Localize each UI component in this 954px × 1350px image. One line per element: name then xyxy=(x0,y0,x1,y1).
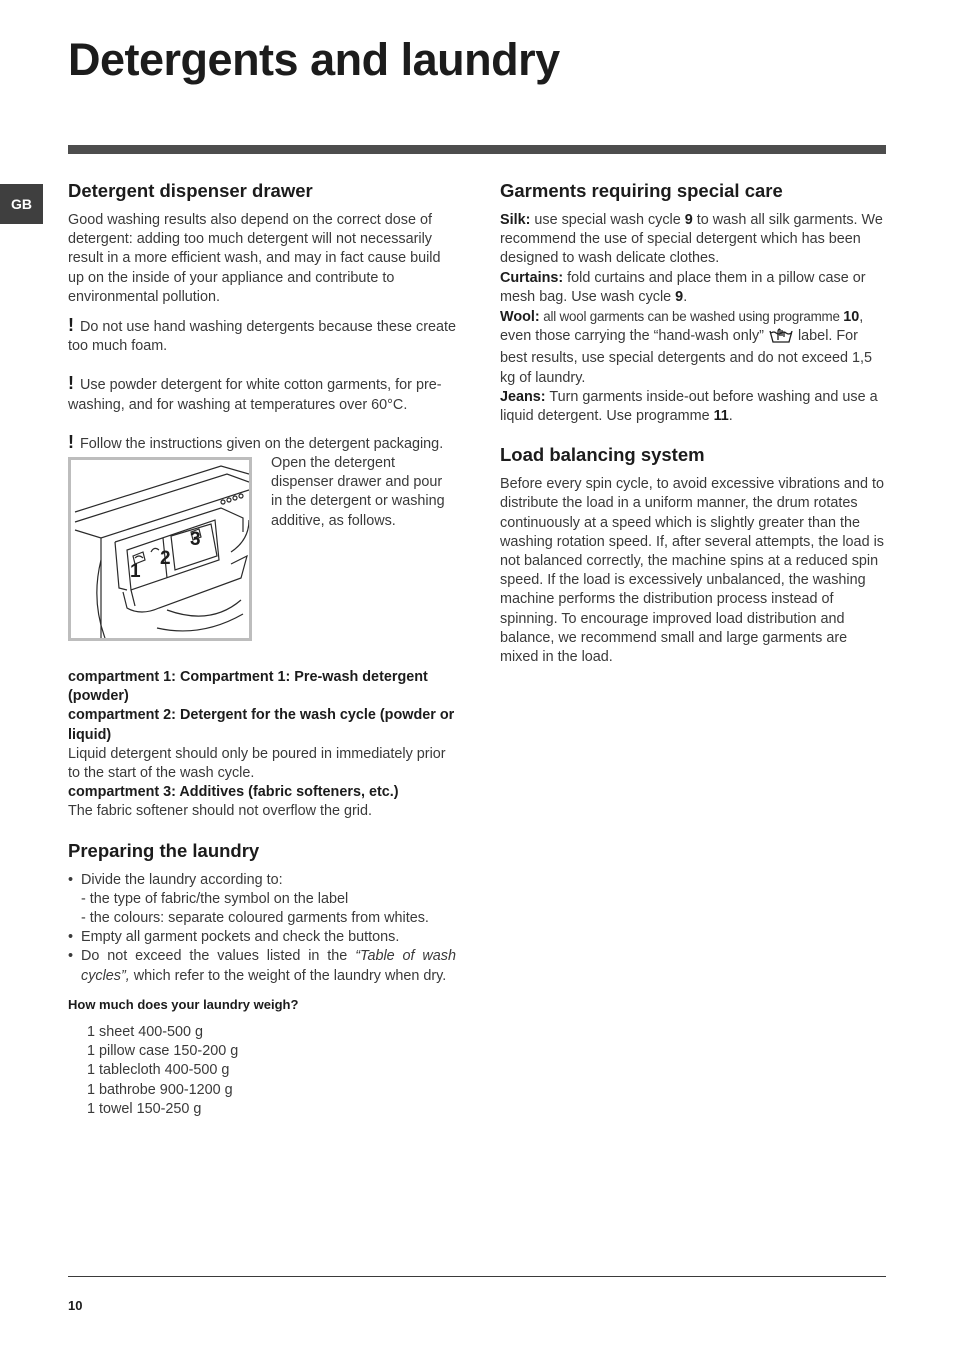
footer-divider xyxy=(68,1276,886,1277)
wool-paragraph xyxy=(500,307,887,388)
special-care-section xyxy=(500,180,887,426)
page-number: 10 xyxy=(68,1298,83,1313)
jeans-paragraph xyxy=(500,388,887,426)
weigh-heading: How much does your laundry weigh? xyxy=(68,996,299,1012)
compartment-3-heading: compartment 3: Additives (fabric softeners, etc.) xyxy=(68,784,399,801)
wool-text: label. For best results, use special detergents and do not exceed 1,5 kg of laundry. xyxy=(500,328,872,386)
compartment-2-label: 2 xyxy=(160,548,171,570)
silk-programme: 9 xyxy=(684,212,693,228)
warning-1 xyxy=(68,316,456,356)
warning-mark: ! xyxy=(68,431,74,452)
dispenser-heading: Detergent dispenser drawer xyxy=(68,180,313,201)
curtains-paragraph xyxy=(500,269,887,307)
compartment-3-text: The fabric softener should not overflow the grid. xyxy=(68,803,372,820)
jeans-programme: 11 xyxy=(713,408,729,425)
curtains-programme: 9 xyxy=(675,288,684,305)
silk-text: use special wash cycle xyxy=(530,212,685,228)
open-drawer-text: Open the detergent dispenser drawer and pour in the detergent or washing additive, as follows. xyxy=(271,455,445,529)
list-text: which refer to the weight of the laundry when dry. xyxy=(129,967,447,984)
detergent-drawer-illustration xyxy=(68,457,252,641)
title-divider xyxy=(68,145,886,154)
compartment-2-heading: compartment 2: Detergent for the wash cycle (powder or liquid) xyxy=(68,707,455,743)
wool-text: , even those carrying the “hand-wash only” xyxy=(500,309,864,345)
left-column xyxy=(68,180,456,1119)
load-balancing-section xyxy=(500,444,887,667)
list-item: • Divide the laundry according to: xyxy=(68,871,456,890)
warning-2 xyxy=(68,374,456,414)
wool-text: all wool garments can be washed using programme xyxy=(539,309,844,325)
load-balancing-heading: Load balancing system xyxy=(500,444,705,466)
compartment-2-text: Liquid detergent should only be poured in immediately prior to the start of the wash cycle. xyxy=(68,745,446,782)
hand-wash-icon xyxy=(769,327,793,349)
wool-programme: 10 xyxy=(843,309,860,326)
weight-item: 1 tablecloth 400-500 g xyxy=(87,1062,230,1079)
preparing-section xyxy=(68,840,456,1119)
language-tab: GB xyxy=(0,184,43,224)
dispenser-section xyxy=(68,180,456,822)
weights-list xyxy=(68,1023,456,1119)
curtains-text: fold curtains and place them in a pillow case or mesh bag. Use wash cycle xyxy=(500,269,866,305)
weight-item: 1 towel 150-250 g xyxy=(87,1100,202,1117)
jeans-text: Turn garments inside-out before washing and use a liquid detergent. Use programme xyxy=(500,388,878,425)
curtains-text: . xyxy=(683,288,688,305)
compartment-3-label: 3 xyxy=(190,529,201,551)
weight-item: 1 bathrobe 900-1200 g xyxy=(87,1081,233,1098)
warning-text: Do not use hand washing detergents because these create too much foam. xyxy=(68,319,457,355)
preparing-list xyxy=(68,871,456,986)
list-text: Do not exceed the values listed in the xyxy=(81,948,356,965)
weight-item: 1 sheet 400-500 g xyxy=(87,1024,204,1041)
compartment-list xyxy=(68,668,456,822)
list-subitem: - the type of fabric/the symbol on the label xyxy=(81,890,349,907)
compartment-1-label: 1 xyxy=(130,561,141,583)
warning-text: Use powder detergent for white cotton garments, for pre-washing, and for washing at temperatures over 60°C. xyxy=(68,377,442,413)
warning-text: Follow the instructions given on the detergent packaging. xyxy=(80,435,444,452)
special-care-heading: Garments requiring special care xyxy=(500,180,783,201)
compartment-1-heading: compartment 1: Compartment 1: Pre-wash detergent (powder) xyxy=(68,669,428,705)
warning-3 xyxy=(68,433,456,454)
page-title: Detergents and laundry xyxy=(68,34,560,85)
silk-text: to wash all silk garments. We recommend the use of special detergent which has been designed to wash delicate clothes. xyxy=(500,212,883,267)
list-subitem: - the colours: separate coloured garments from whites. xyxy=(81,910,429,927)
silk-paragraph xyxy=(500,211,887,269)
weight-item: 1 pillow case 150-200 g xyxy=(87,1043,239,1060)
load-balancing-text: Before every spin cycle, to avoid excessive vibrations and to distribute the load in a uniform manner, the drum rotates continuously at a speed which is slightly greater than the washing rotation speed. If, after several attempts, the load is not balanced correctly, the machine spins at a reduced spin speed. If the load is excessively unbalanced, the washing machine performs the distribution process instead of spinning. To encourage improved load distribution and balance, we recommend small and large garments are mixed in the load. xyxy=(500,476,884,666)
table-reference: “Table of wash cycles”, xyxy=(81,948,456,984)
right-column xyxy=(500,180,887,667)
drawer-block xyxy=(68,454,456,656)
silk-label: Silk: xyxy=(500,212,531,228)
warning-mark: ! xyxy=(68,315,74,336)
wool-label: Wool: xyxy=(500,309,540,326)
dispenser-intro: Good washing results also depend on the correct dose of detergent: adding too much detergent will not necessarily result in a more efficient wash, and may in fact cause build up on the inside of your appliance and contribute to environmental pollution. xyxy=(68,212,441,305)
jeans-label: Jeans: xyxy=(500,388,546,405)
list-item: • Empty all garment pockets and check the buttons. xyxy=(68,928,456,947)
preparing-heading: Preparing the laundry xyxy=(68,839,260,861)
warning-mark: ! xyxy=(68,373,74,394)
curtains-label: Curtains: xyxy=(500,269,564,286)
jeans-text: . xyxy=(728,408,733,425)
list-item xyxy=(68,947,456,985)
